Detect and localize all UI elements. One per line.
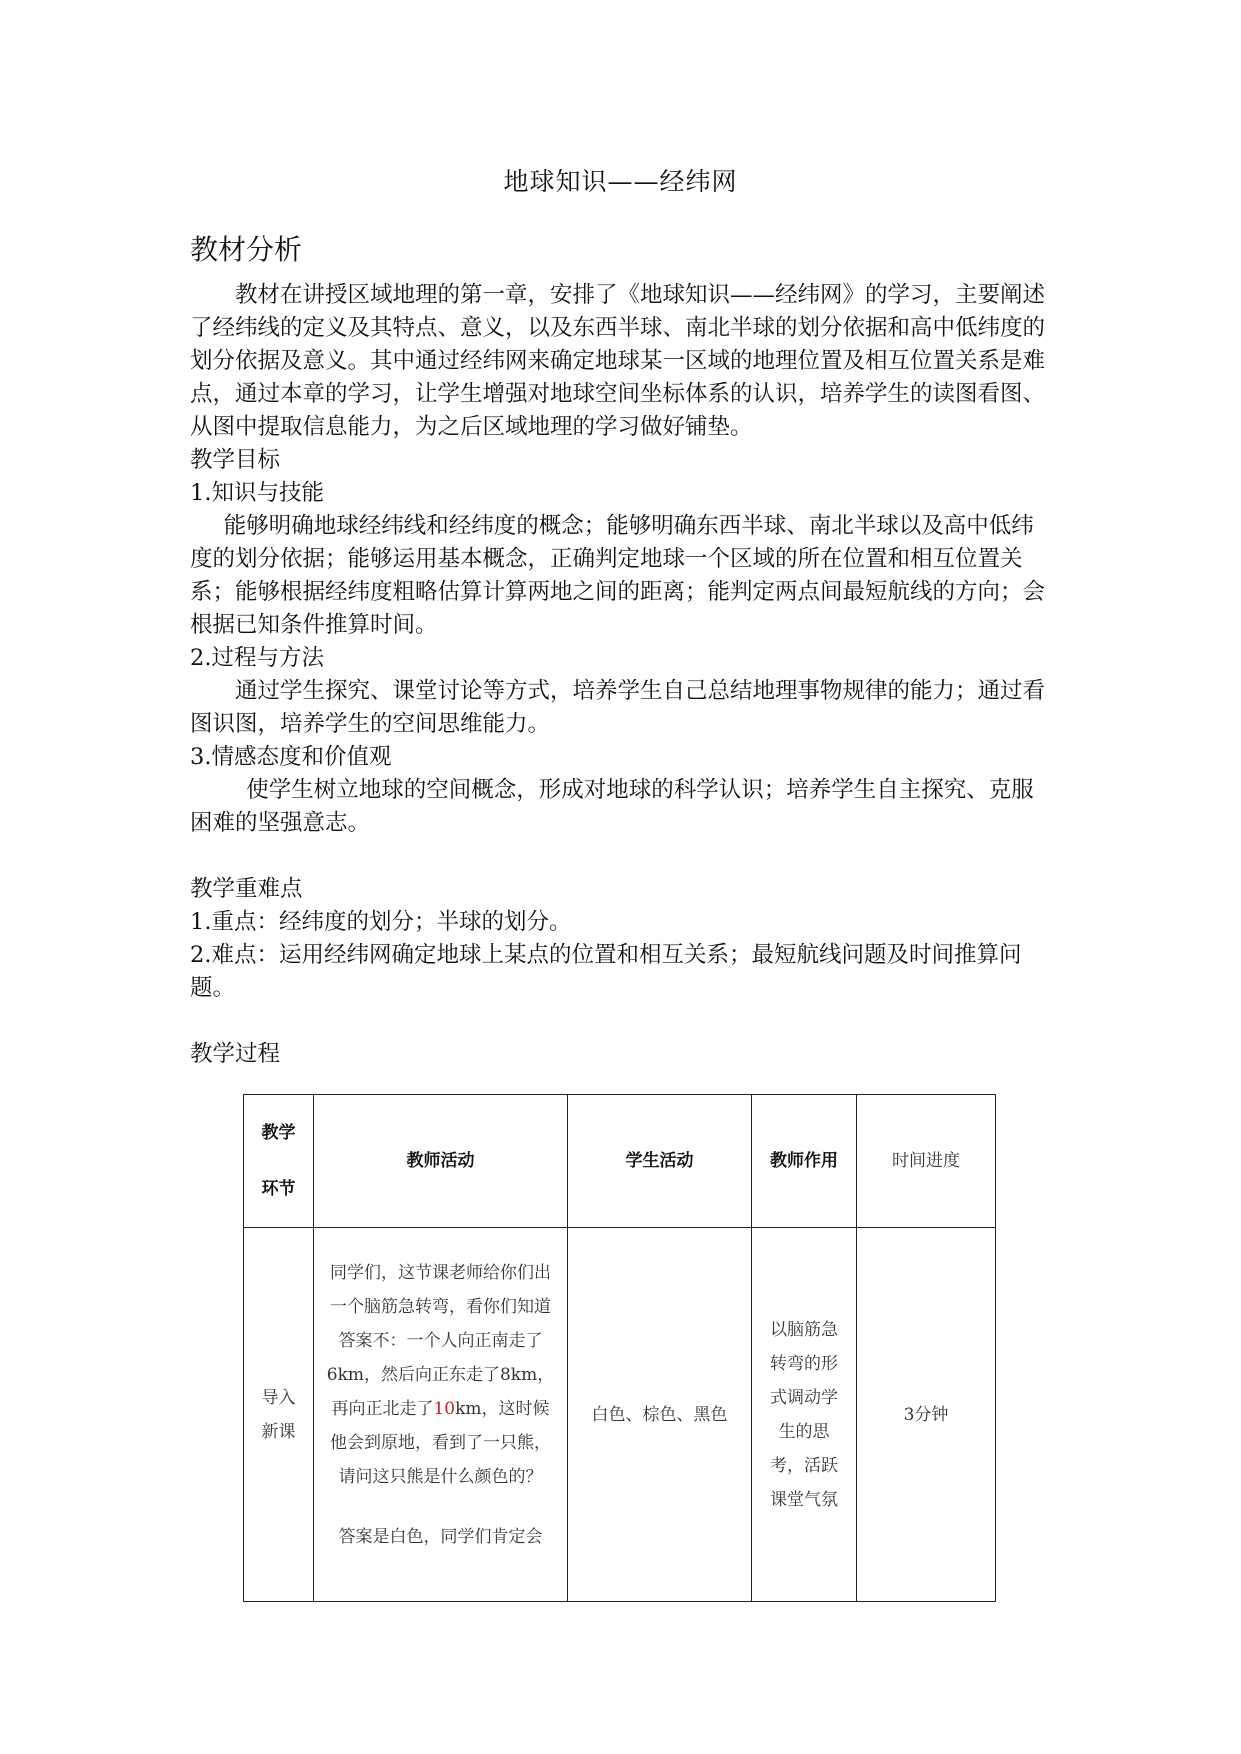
header-stage [244,1095,314,1228]
header-time: 时间进度 [857,1095,996,1228]
cell-teacher-activity [314,1228,568,1602]
table-header-row [244,1095,996,1228]
key-points-heading: 教学重难点 [190,876,303,902]
header-teacher-role: 教师作用 [752,1095,857,1228]
cell-stage: 导入新课 [244,1228,314,1602]
process-text: 通过学生探究、课堂讨论等方式，培养学生自己总结地理事物规律的能力；通过看图识图，培养学生的空间思维能力。 [190,678,1046,737]
cell-time: 3分钟 [857,1228,996,1602]
emotion-text: 使学生树立地球的空间概念，形成对地球的科学认识；培养学生自主探究、克服困难的坚强意志。 [190,777,1034,836]
knowledge-text: 能够明确地球经纬线和经纬度的概念；能够明确东西半球、南北半球以及高中低纬度的划分依据；能够运用基本概念，正确判定地球一个区域的所在位置和相互位置关系；能够根据经纬度粗略估算计算两地之间的距离；能判定两点间最短航线的方向；会根据已知条件推算时间。 [190,513,1046,638]
teacher-activity-answer: 答案是白色，同学们肯定会 [338,1527,543,1547]
knowledge-heading: 1.知识与技能 [190,480,324,506]
header-teacher-activity: 教师活动 [314,1095,568,1228]
teacher-activity-text [324,1256,557,1494]
teacher-activity-part2: km，这时候他会到原地，看到了一只熊，请问这只熊是什么颜色的？ [330,1399,551,1487]
key-point-text: 1.重点：经纬度的划分；半球的划分。 [190,909,572,935]
process-heading: 2.过程与方法 [190,645,324,671]
body-content [190,279,1052,1071]
document-title: 地球知识——经纬网 [503,167,738,196]
spacer [190,840,1052,873]
analysis-heading: 教材分析 [190,233,303,266]
header-stage-line2: 环节 [261,1179,296,1199]
difficult-point-text: 2.难点：运用经纬网确定地球上某点的位置和相互关系；最短航线问题及时间推算问题。 [190,942,1022,1001]
analysis-paragraph: 教材在讲授区域地理的第一章，安排了《地球知识——经纬网》的学习，主要阐述了经纬线的定义及其特点、意义，以及东西半球、南北半球的划分依据和高中低纬度的划分依据及意义。其中通过经纬网来确定地球某一区域的地理位置及相互位置关系是难点，通过本章的学习，让学生增强对地球空间坐标体系的认识，培养学生的读图看图、从图中提取信息能力，为之后区域地理的学习做好铺垫。 [190,282,1046,440]
teaching-process-heading: 教学过程 [190,1041,281,1067]
spacer [190,1005,1052,1038]
objectives-heading: 教学目标 [190,447,281,473]
cell-student-activity: 白色、棕色、黑色 [568,1228,752,1602]
teaching-process-table [243,1094,996,1602]
cell-teacher-role: 以脑筋急转弯的形式调动学生的思考，活跃课堂气氛 [752,1228,857,1602]
teacher-activity-part1: 同学们，这节课老师给你们出一个脑筋急转弯，看你们知道答案不：一个人向正南走了6km，然后向正东走了8km，再向正北走了 [326,1263,555,1419]
emotion-heading: 3.情感态度和价值观 [190,744,392,770]
spacer [324,1494,557,1520]
table-row [244,1228,996,1602]
header-student-activity: 学生活动 [568,1095,752,1228]
teacher-activity-highlight: 10 [433,1399,456,1419]
header-stage-line1: 教学 [261,1123,296,1143]
